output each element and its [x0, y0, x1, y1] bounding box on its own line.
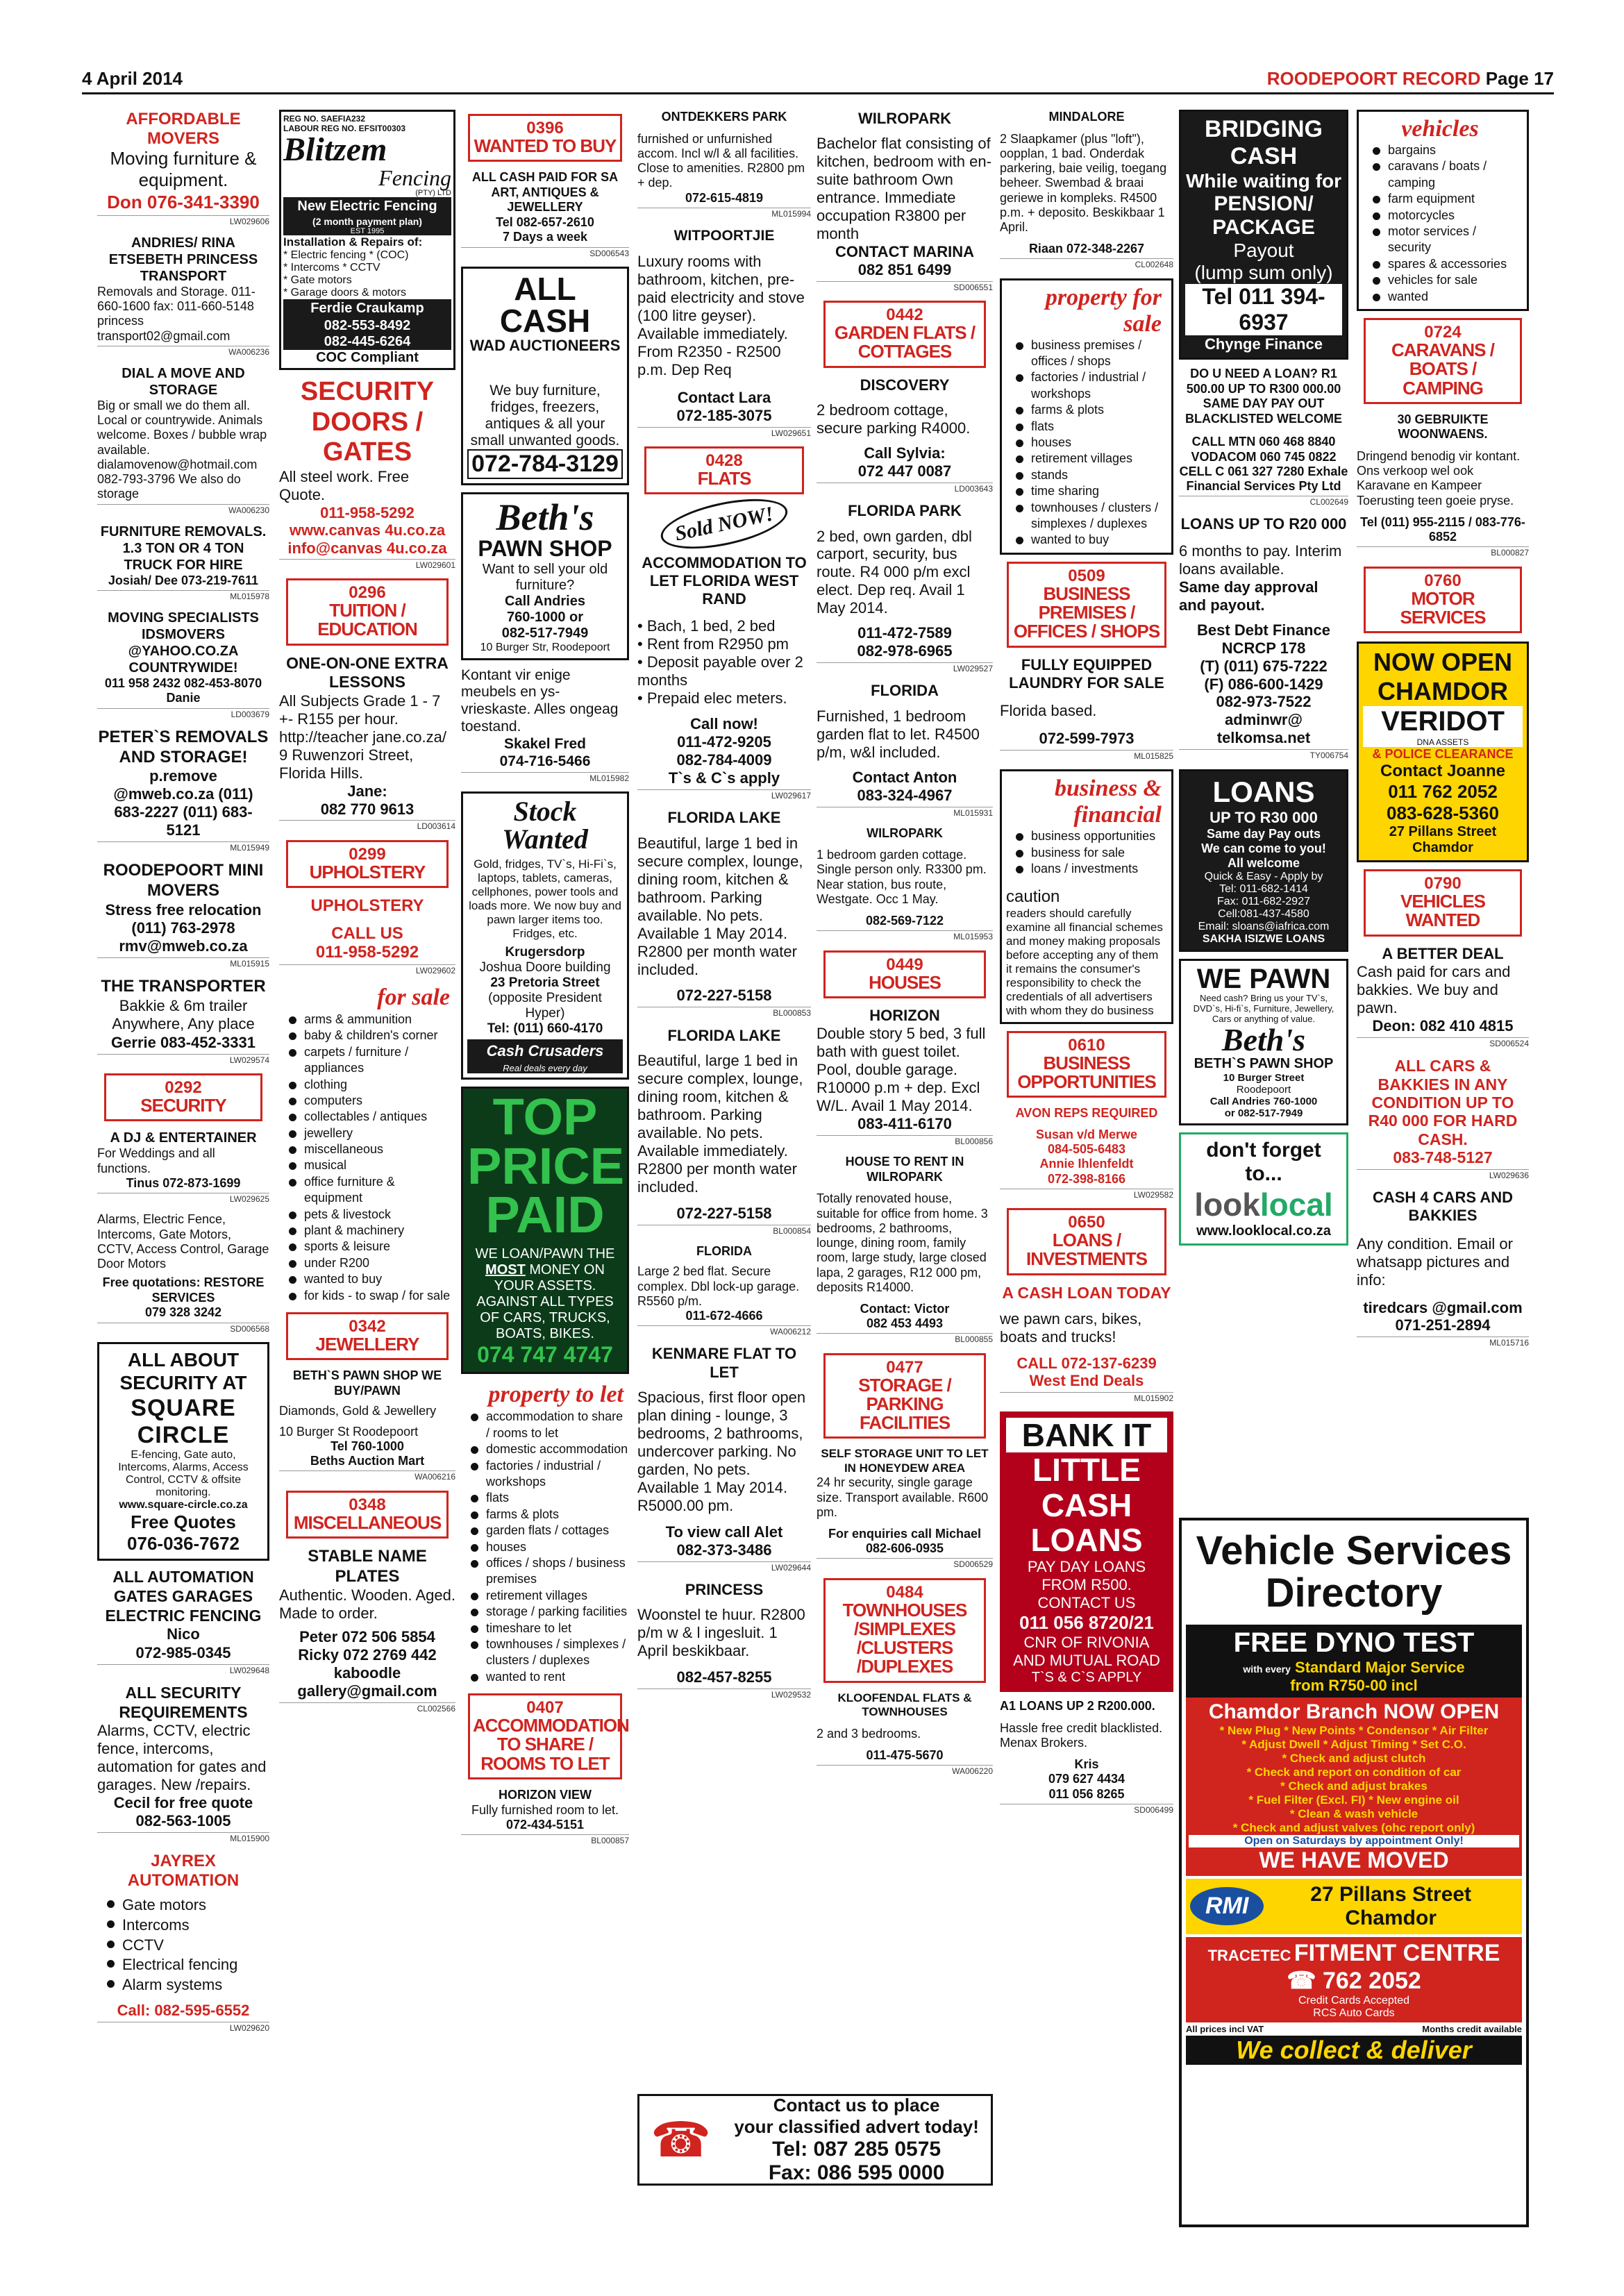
we-pawn-ad: WE PAWN Need cash? Bring us your TV`s, DVD`s, Hi-fi`s, Furniture, Jewellery, Cars or anything of value. Beth's BETH`S PAWN SHOP 10 Burger Street Roodepoort Call Andries 760-1000 or 082-517-7949 [1179, 959, 1348, 1125]
category-header: 0790 VEHICLES WANTED [1364, 869, 1522, 937]
classified-ad: A BETTER DEAL Cash paid for cars and bakkies. We buy and pawn. Deon: 082 410 4815 SD006524 [1357, 944, 1529, 1048]
classified-ad: ALL CASH PAID FOR SA ART, ANTIQUES & JEWELLERY Tel 082-657-2610 7 Days a week SD006543 [461, 170, 629, 258]
classified-ad: BETH`S PAWN SHOP WE BUY/PAWN Diamonds, Gold & Jewellery 10 Burger St Roodepoort Tel 760-1000 Beths Auction Mart WA006216 [279, 1368, 455, 1482]
stock-wanted-ad: Stock Wanted Gold, fridges, TV`s, Hi-Fi`s, laptops, tablets, cameras, cellphones, power tools and loads more. We now buy and pawn larger items too. Fridges, etc. Krugersdorp Joshua Doore building 23 Pretoria Street (opposite President Hyper) Tel: (011) 660-4170 Cash Crusaders Real deals every day [461, 791, 629, 1080]
beths-pawn-ad: Beth's PAWN SHOP Want to sell your old furniture? Call Andries 760-1000 or 082-517-7949 10 Burger Str, Roodepoort [461, 492, 629, 660]
bank-it-loans-ad: BANK IT LITTLE CASH LOANS PAY DAY LOANS FROM R500. CONTACT US 011 056 8720/21 CNR OF RIVONIA AND MUTUAL ROAD T`S & C`S APPLY [1000, 1411, 1173, 1692]
property-to-let-section: property to let accommodation to share / rooms to let domestic accommodation factories / industrial / workshops flats farms & plots garden flats / cottages houses offices / shops / business premises retirement villages storage / parking facilities timeshare to let townhouses / simplexes / clusters / duplexes wanted to rent [461, 1381, 629, 1685]
classified-ad: SECURITY DOORS / GATES All steel work. Free Quote. 011-958-5292 www.canvas 4u.co.za info@canvas 4u.co.za LW029601 [279, 377, 455, 570]
classified-ad: CASH 4 CARS AND BAKKIES Any condition. Email or whatsapp pictures and info: tiredcars @gmail.com 071-251-2894 ML015716 [1357, 1188, 1529, 1348]
classified-ad: WITPOORTJIE Luxury rooms with bathroom, kitchen, pre-paid electricity and stove (100 litre geyser). Available immediately. From R2350 - R2500 p.m. Dep Req Contact Lara 072-185-3075 LW029651 [637, 227, 811, 438]
publication-title: ROODEPOORT RECORD Page 17 [1266, 68, 1554, 89]
classified-ad: FULLY EQUIPPED LAUNDRY FOR SALE Florida based. 072-599-7973 ML015825 [1000, 655, 1173, 762]
classified-ad: LOANS UP TO R20 000 6 months to pay. Interim loans available. Same day approval and payout. Best Debt Finance NCRCP 178 (T) (011) 675-7222 (F) 086-600-1429 082-973-7522 adminwr@ telkomsa.net TY006754 [1179, 515, 1348, 761]
issue-date: 4 April 2014 [82, 68, 183, 89]
square-circle-ad: ALL ABOUT SECURITY AT SQUARE CIRCLE E-fencing, Gate auto, Intercoms, Alarms, Access Control, CCTV & offsite monitoring. www.square-circle.co.za Free Quotes 076-036-7672 [97, 1342, 269, 1561]
classified-ad: WILROPARK 1 bedroom garden cottage. Single person only. R3300 pm. Near station, bus route, Westgate. Occ 1 May. 082-569-7122 ML015953 [817, 826, 993, 942]
classified-ad: FLORIDA Furnished, 1 bedroom garden flat to let. R4500 p/m, w&l included. Contact Anton 083-324-4967 ML015931 [817, 682, 993, 818]
classified-ad: ROODEPOORT MINI MOVERS Stress free relocation (011) 763-2978 rmv@mweb.co.za ML015915 [97, 861, 269, 969]
phone-icon: ☎ 762 2052 [1287, 1967, 1421, 1994]
classified-ad: SELF STORAGE UNIT TO LET IN HONEYDEW AREA 24 hr security, single garage size. Transport available. R600 pm. For enquiries call Michael 082-606-0935 SD006529 [817, 1447, 993, 1570]
classified-ad: DIAL A MOVE AND STORAGE Big or small we do them all. Local or countrywide. Animals welcome. Boxes / bubble wrap available. dialamovenow@hotmail.com 082-793-3796 We also do storage WA006230 [97, 366, 269, 515]
classified-ad: KENMARE FLAT TO LET Spacious, first floor open plan dining - lounge, 3 bedrooms, 2 bathrooms, undercover parking. No garden, No pets. Available 1 May 2014. R5000.00 pm. To view call Alet 082-373-3486 LW029644 [637, 1345, 811, 1573]
classified-ad: MOVING SPECIALISTS IDSMOVERS @YAHOO.CO.ZA COUNTRYWIDE! 011 958 2432 082-453-8070 Danie LD003679 [97, 610, 269, 719]
column-5 [817, 110, 993, 2241]
page-header [82, 64, 1554, 94]
category-header: 0442 GARDEN FLATS / COTTAGES [823, 301, 986, 368]
classified-ad: FURNITURE REMOVALS. 1.3 TON OR 4 TON TRUCK FOR HIRE Josiah/ Dee 073-219-7611 ML015978 [97, 523, 269, 601]
column-4 [637, 110, 811, 2241]
classified-ad: AFFORDABLE MOVERS Moving furniture & equipment. Don 076-341-3390 LW029606 [97, 110, 269, 226]
classified-ad: Kontant vir enige meubels en ys-vrieskaste. Alles ongeag toestand. Skakel Fred 074-716-5466 ML015982 [461, 667, 629, 784]
classified-ad: DO U NEED A LOAN? R1 500.00 UP TO R300 000.00 SAME DAY PAY OUT BLACKLISTED WELCOME CALL MTN 060 468 8840 VODACOM 060 745 0822 CELL C 061 327 7280 Exhale Financial Services Pty Ltd CL002649 [1179, 367, 1348, 508]
classified-ad: ALL CARS & BAKKIES IN ANY CONDITION UP TO R40 000 FOR HARD CASH. 083-748-5127 LW029636 [1357, 1057, 1529, 1180]
classified-ad: THE TRANSPORTER Bakkie & 6m trailer Anywhere, Any place Gerrie 083-452-3331 LW029574 [97, 977, 269, 1065]
column-7 [1179, 110, 1348, 1512]
top-price-paid-ad: TOP PRICE PAID WE LOAN/PAWN THE MOST MONEY ON YOUR ASSETS. AGAINST ALL TYPES OF CARS, TRUCKS, BOATS, BIKES. 074 747 4747 [461, 1087, 629, 1374]
classified-ad: FLORIDA LAKE Beautiful, large 1 bed in secure complex, lounge, dining room, kitchen & bathroom. Parking available. No pets. Available 1 May 2014. R2800 per month water included. 072-227-5158 BL000853 [637, 809, 811, 1019]
property-for-sale-section: property for sale business premises / offices / shops factories / industrial / workshops farms & plots flats houses retirement villages stands time sharing townhouses / clusters / simplexes / duplexes wanted to buy [1000, 278, 1173, 555]
for-sale-section: for sale arms & ammunition baby & children's corner carpets / furniture / appliances clothing computers collectables / antiques jewellery miscellaneous musical office furniture & equipment pets & livestock plant & machinery sports & leisure under R200 wanted to buy for kids - to swap / for sale [279, 984, 455, 1304]
sloans-ad: LOANS UP TO R30 000 Same day Pay outs We can come to you! All welcome Quick & Easy - Apply by Tel: 011-682-1414 Fax: 011-682-2927 Cell:081-437-4580 Email: sloans@iafrica.com SAKHA ISIZWE LOANS [1179, 769, 1348, 952]
classified-ad: ALL SECURITY REQUIREMENTS Alarms, CCTV, electric fence, intercoms, automation for gates and garages. New /repairs. Cecil for free quote 082-563-1005 ML015900 [97, 1684, 269, 1843]
classified-ad: HOUSE TO RENT IN WILROPARK Totally renovated house, suitable for office from home. 3 bedrooms, 2 bathrooms, lounge, dining room, family room, large study, large closed lapa, 2 garages, R12 000 pm, deposits R14000. Contact: Victor 082 453 4493 BL000855 [817, 1155, 993, 1345]
classified-ad: STABLE NAME PLATES Authentic. Wooden. Aged. Made to order. Peter 072 506 5854 Ricky 072 2769 442 kaboodle gallery@gmail.com CL002566 [279, 1546, 455, 1714]
classified-ad: AVON REPS REQUIRED Susan v/d Merwe 084-505-6483 Annie Ihlenfeldt 072-398-8166 LW029582 [1000, 1106, 1173, 1200]
category-header: 0428 FLATS [644, 446, 804, 494]
column-8 [1357, 110, 1529, 1512]
classified-ad: PETER`S REMOVALS AND STORAGE! p.remove @mweb.co.za (011) 683-2227 (011) 683-5121 ML015949 [98, 727, 269, 853]
category-header: 0407 ACCOMMODATION TO SHARE / ROOMS TO LET [468, 1693, 622, 1779]
category-header: 0299 UPHOLSTERY [286, 840, 449, 888]
classified-ad: WILROPARK Bachelor flat consisting of kitchen, bedroom with en-suite bathroom Own entrance. Immediate occupation R3800 per month CONTACT MARINA 082 851 6499 SD006551 [817, 110, 993, 293]
classified-ad: A1 LOANS UP 2 R200.000. Hassle free credit blacklisted. Menax Brokers. Kris 079 627 4434 011 056 8265 SD006499 [1000, 1699, 1173, 1815]
bridging-cash-ad: BRIDGING CASH While waiting for PENSION/ PACKAGE Payout (lump sum only) Tel 011 394-6937 Chynge Finance [1179, 110, 1348, 360]
classified-ad: FLORIDA PARK 2 bed, own garden, dbl carport, security, bus route. R4 000 p/m excl elect. Dep req. Avail 1 May 2014. 011-472-7589 082-978-6965 LW029527 [817, 502, 993, 674]
classified-ad: KLOOFENDAL FLATS & TOWNHOUSES 2 and 3 bedrooms. 011-475-5670 WA006220 [817, 1691, 993, 1777]
column-3 [461, 110, 629, 2241]
category-header: 0342 JEWELLERY [286, 1312, 449, 1360]
classified-ad: 30 GEBRUIKTE WOONWAENS. Dringend benodig vir kontant. Ons verkoop wel ook Karavane en Kampeer Toerusting teen goeie pryse. Tel (011) 955-2115 / 083-776-6852 BL000827 [1357, 412, 1529, 558]
category-header: 0477 STORAGE / PARKING FACILITIES [823, 1353, 986, 1439]
classified-ad: HORIZON VIEW Fully furnished room to let. 072-434-5151 BL000857 [461, 1788, 629, 1845]
column-2 [279, 110, 455, 2241]
category-header: 0760 MOTOR SERVICES [1364, 567, 1522, 634]
classified-ad: A CASH LOAN TODAY we pawn cars, bikes, boats and trucks! CALL 072-137-6239 West End Deals ML015902 [1000, 1283, 1173, 1403]
classified-ad: ANDRIES/ RINA ETSEBETH PRINCESS TRANSPORT Removals and Storage. 011-660-1600 fax: 011-660-5148 princess transport02@gmail.com WA006236 [97, 235, 269, 357]
classified-ad: MINDALORE 2 Slaapkamer (plus "loft"), oopplan, 1 bad. Onderdak parkering, baie veilig, toegang beheer. Swembad & braai geriewe in kompleks. R4500 p.m. + deposito. Beskikbaar 1 April. Riaan 072-348-2267 CL002648 [1000, 110, 1173, 270]
category-header: 0650 LOANS / INVESTMENTS [1007, 1208, 1166, 1275]
looklocal-ad: don't forget to... looklocal www.looklocal.co.za [1179, 1132, 1348, 1246]
classified-ad: PRINCESS Woonstel te huur. R2800 p/m w & l ingesluit. 1 April beskikbaar. 082-457-8255 LW029532 [637, 1580, 811, 1700]
business-financial-section: business & financial business opportunities business for sale loans / investments caution readers should carefully examine all financial schemes and money making proposals before accepting any of them it remains the consumer's responsibility to check the credentials of all advertisers with whom they do business [1000, 769, 1173, 1023]
vehicles-section: vehicles bargains caravans / boats / camping farm equipment motorcycles motor services / security spares & accessories vehicles for sale wanted [1357, 110, 1529, 311]
classified-ad: ONE-ON-ONE EXTRA LESSONS All Subjects Grade 1 - 7 +- R155 per hour. http://teacher jane.co.za/ 9 Ruwenzori Street, Florida Hills. Jane: 082 770 9613 LD003614 [279, 653, 455, 832]
classified-ad: JAYREX AUTOMATION Gate motors Intercoms CCTV Electrical fencing Alarm systems Call: 082-595-6552 LW029620 [97, 1852, 269, 2033]
veridot-ad: NOW OPEN CHAMDOR VERIDOT DNA ASSETS & POLICE CLEARANCE Contact Joanne 011 762 2052 083-628-5360 27 Pillans Street Chamdor [1357, 642, 1529, 862]
sold-graphic: Sold NOW! [637, 503, 811, 545]
classified-ad: UPHOLSTERY CALL US 011-958-5292 LW029602 [279, 896, 455, 975]
classified-ad: ONTDEKKERS PARK furnished or unfurnished accom. Incl w/l & all facilities. Close to amenities. R2800 pm + dep. 072-615-4819 ML015994 [637, 110, 811, 219]
column-1 [97, 110, 269, 2241]
classified-ad: ALL AUTOMATION GATES GARAGES ELECTRIC FENCING Nico 072-985-0345 LW029648 [97, 1568, 269, 1675]
all-cash-ad: ALL CASH WAD AUCTIONEERS We buy furniture, fridges, freezers, antiques & all your small unwanted goods. 072-784-3129 [461, 267, 629, 485]
classified-ad: Alarms, Electric Fence, Intercoms, Gate Motors, CCTV, Access Control, Garage Door Motors Free quotations: RESTORE SERVICES 079 328 3242 SD006568 [97, 1212, 269, 1334]
category-header: 0396 WANTED TO BUY [468, 114, 622, 162]
classified-ad: DISCOVERY 2 bedroom cottage, secure parking R4000. Call Sylvia: 072 447 0087 LD003643 [817, 376, 993, 494]
category-header: 0484 TOWNHOUSES /SIMPLEXES /CLUSTERS /DUPLEXES [823, 1578, 986, 1683]
telephone-icon: ☎ [651, 2113, 712, 2167]
contact-classifieds-ad: ☎ Contact us to place your classified advert today! Tel: 087 285 0575 Fax: 086 595 0000 [637, 2094, 993, 2186]
category-header: 0296 TUITION / EDUCATION [286, 578, 449, 646]
category-header: 0724 CARAVANS / BOATS / CAMPING [1364, 318, 1522, 404]
classified-ad: ACCOMMODATION TO LET FLORIDA WEST RAND • Bach, 1 bed, 2 bed • Rent from R2950 pm • Deposit payable over 2 months • Prepaid elec meters. Call now! 011-472-9205 082-784-4009 T`s & C`s apply LW029617 [637, 553, 811, 801]
column-6 [1000, 110, 1173, 2241]
category-header: 0348 MISCELLANEOUS [286, 1491, 449, 1539]
category-header: 0449 HOUSES [823, 950, 986, 998]
vehicle-services-directory: Vehicle Services Directory FREE DYNO TEST with every Standard Major Service from R750-00 incl Chamdor Branch NOW OPEN * New Plug * New Points * Condensor * Air Filter * Adjust Dwell * Adjust Timing * Set C.O. * Check and adjust clutch * Check and report on condition of car * Check and adjust brakes * Fuel Filter (Excl. FI) * New engine oil * Clean & wash vehicle * Check and adjust valves (ohc report only) Open on Saturdays by appointment Only! WE HAVE MOVED RMI 27 Pillans Street Chamdor TRACETEC FITMENT CENTRE ☎ 762 2052 Credit Cards Accepted RCS Auto Cards All prices incl VAT Months credit available We collect & deliver [1179, 1518, 1529, 2227]
blitzem-fencing-ad: REG NO. SAEFIA232 LABOUR REG NO. EFSIT00303 Blitzem Fencing (PTY) LTD New Electric Fencing (2 month payment plan) EST 1995 Installation & Repairs of: * Electric fencing * (COC) * Intercoms * CCTV * Gate motors * Garage doors & motors Ferdie Craukamp 082-553-8492 082-445-6264 COC Compliant [279, 110, 455, 370]
classified-ad: HORIZON Double story 5 bed, 3 full bath with guest toilet. Pool, double garage. R10000 p.m + dep. Excl W/L. Avail 1 May 2014. 083-411-6170 BL000856 [817, 1006, 993, 1146]
category-header: 0509 BUSINESS PREMISES / OFFICES / SHOPS [1007, 562, 1166, 648]
classified-ad: A DJ & ENTERTAINER For Weddings and all functions. Tinus 072-873-1699 LW029625 [97, 1130, 269, 1205]
classified-ad: FLORIDA Large 2 bed flat. Secure complex. Dbl lock-up garage. R5560 p/m. 011-672-4666 WA006212 [637, 1243, 811, 1337]
category-header: 0610 BUSINESS OPPORTUNITIES [1007, 1031, 1166, 1098]
classified-ad: FLORIDA LAKE Beautiful, large 1 bed in secure complex, lounge, dining room, kitchen & bathroom. Parking available. No pets. Available immediately. R2800 per month water included. 072-227-5158 BL000854 [637, 1026, 811, 1236]
category-header: 0292 SECURITY [104, 1073, 262, 1121]
